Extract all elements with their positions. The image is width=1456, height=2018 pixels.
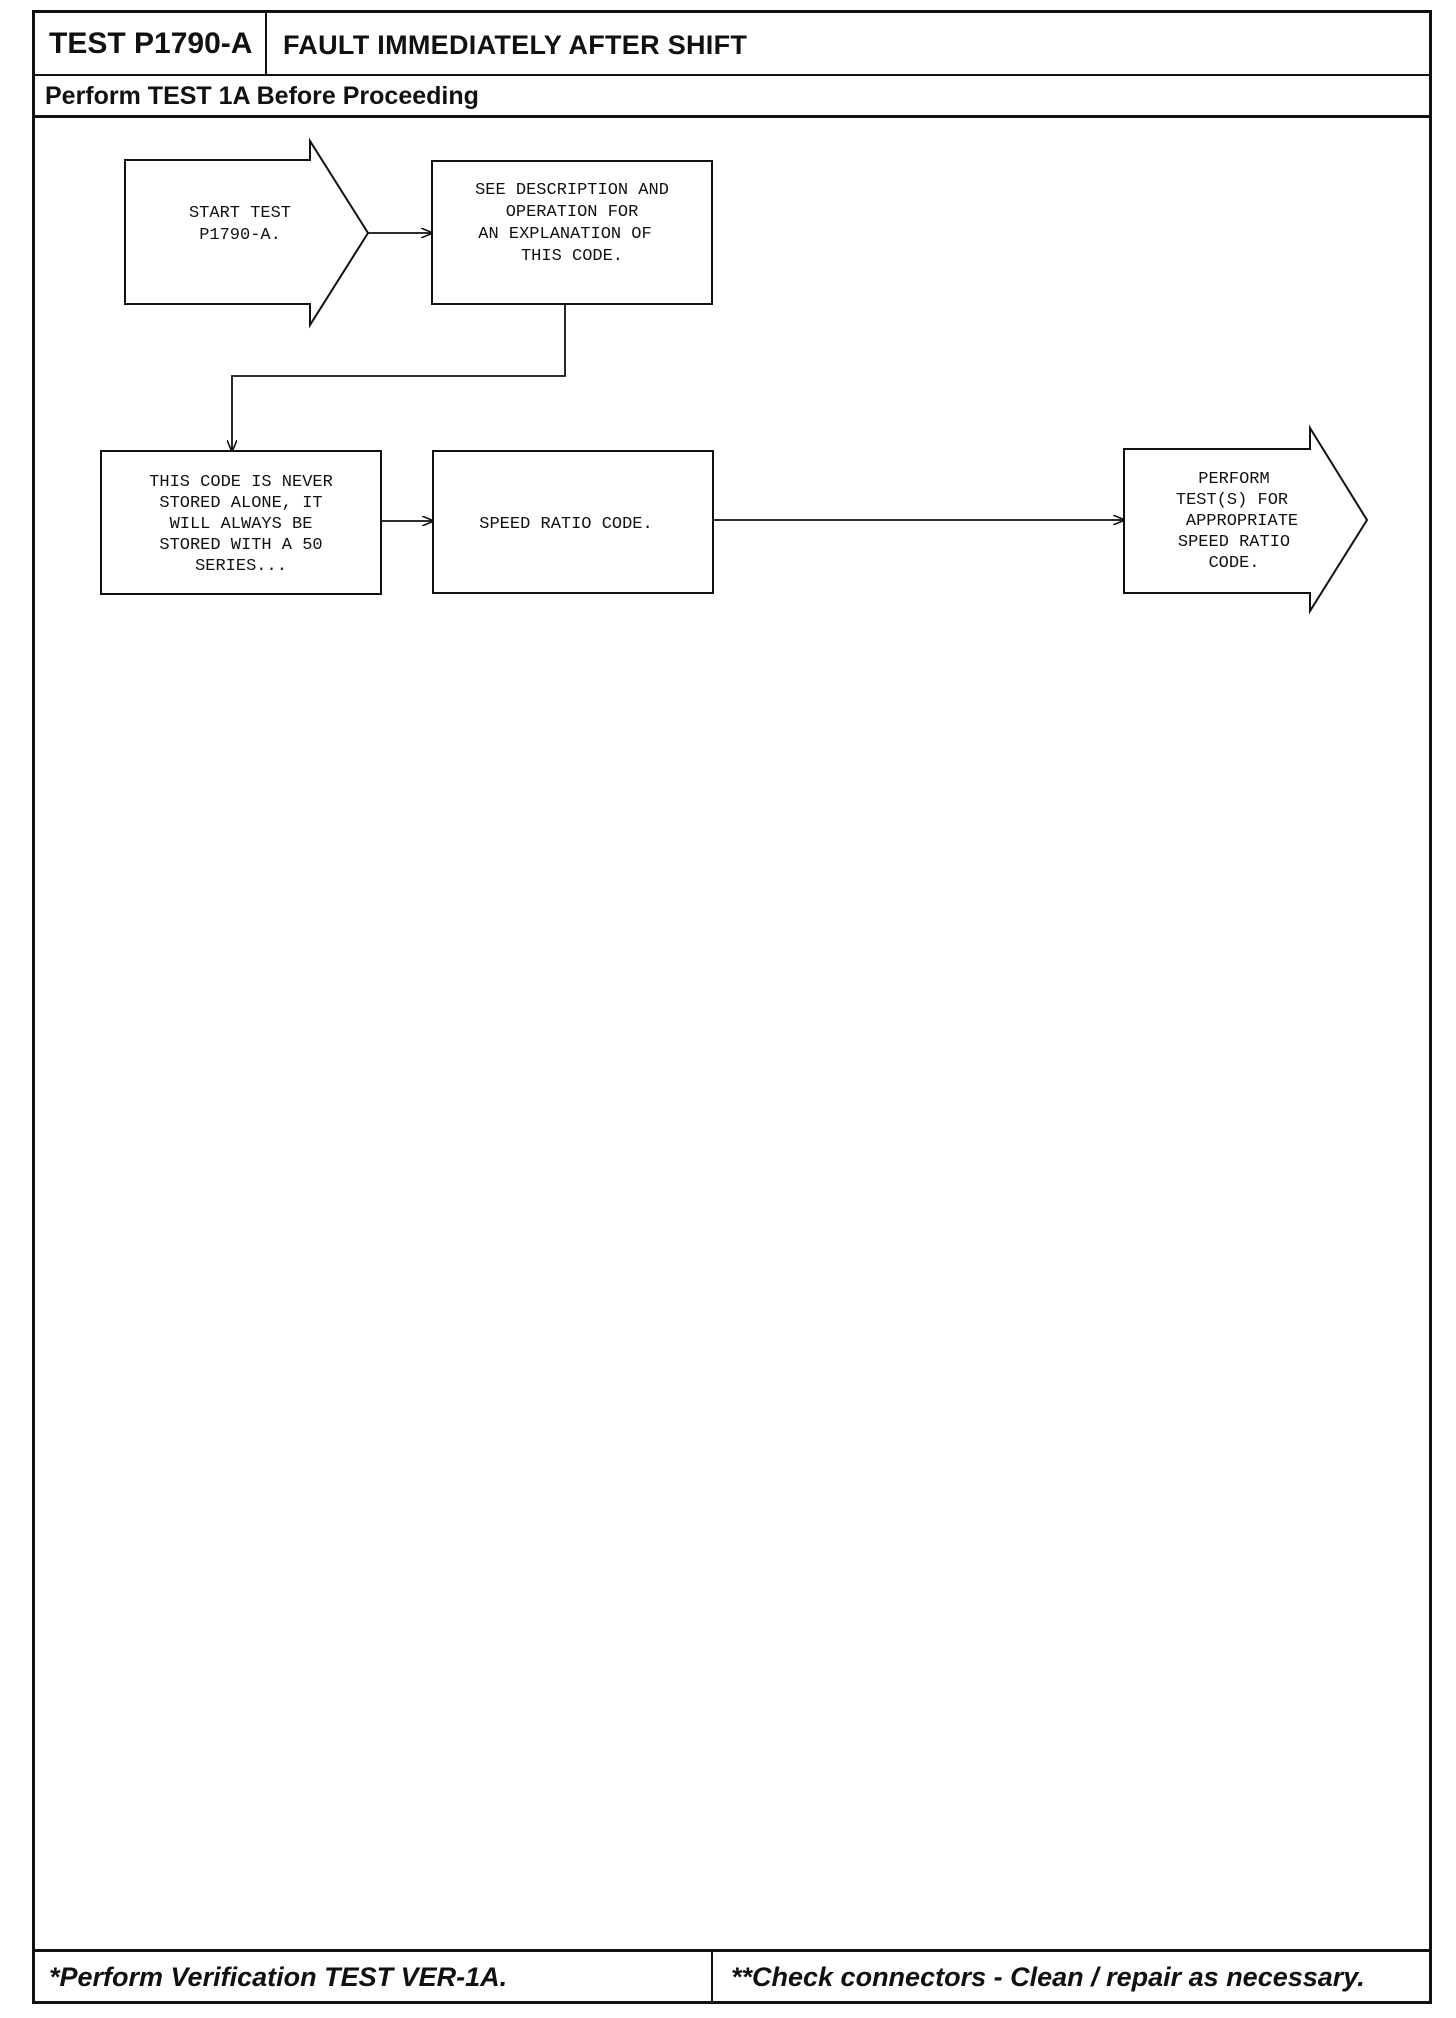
node-perform-line-3: APPROPRIATE [1185,512,1299,531]
node-start-line-1: START TEST [188,204,292,223]
node-never-stored-line-5: SERIES... [195,557,287,576]
node-never-stored-line-3: WILL ALWAYS BE [169,515,313,534]
node-start-line-2: P1790-A. [199,226,281,245]
test-title: FAULT IMMEDIATELY AFTER SHIFT [283,30,748,60]
node-perform-line-4: SPEED RATIO [1177,533,1291,552]
node-description-line-4: THIS CODE. [520,247,624,266]
flow-edge-description-to-never-stored [232,304,565,451]
test-id-label: TEST P1790-A [35,13,267,74]
node-never-stored-line-4: STORED WITH A 50 [159,536,323,555]
node-speed-ratio-line-1: SPEED RATIO CODE. [479,515,653,534]
node-perform-line-5: CODE. [1208,554,1260,573]
node-never-stored-line-2: STORED ALONE, IT [159,494,323,513]
node-description-line-1: SEE DESCRIPTION AND [475,181,669,200]
footer-verification-note: *Perform Verification TEST VER-1A. [35,1952,713,2001]
flow-node-perform [1124,428,1367,611]
node-never-stored-line-1: THIS CODE IS NEVER [149,473,333,492]
node-description-line-2: OPERATION FOR [505,203,639,222]
subtitle-row: Perform TEST 1A Before Proceeding [35,76,1429,118]
node-perform-line-2: TEST(S) FOR [1175,491,1289,510]
flow-node-never-stored [101,451,381,594]
flow-node-start [125,141,368,325]
flow-node-description [432,161,712,304]
node-description-line-3: AN EXPLANATION OF [478,225,652,244]
node-perform-line-1: PERFORM [1198,470,1270,489]
flow-node-speed-ratio [433,451,713,593]
footer-connector-note: **Check connectors - Clean / repair as necessary. [731,1962,1365,1992]
